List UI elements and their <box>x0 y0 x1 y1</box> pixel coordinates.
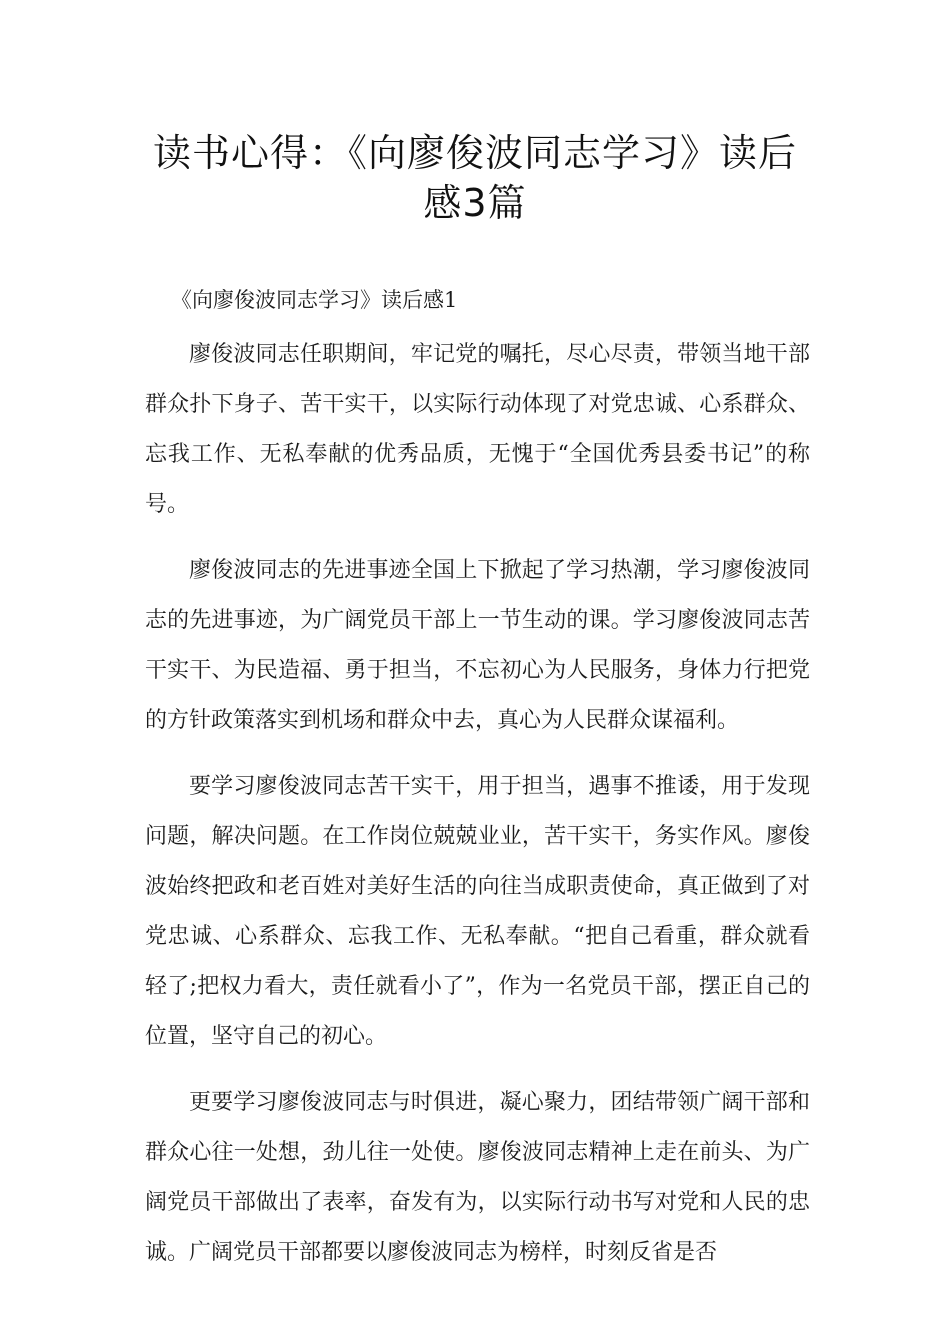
paragraph-1: 廖俊波同志任职期间，牢记党的嘱托，尽心尽责，带领当地干部群众扑下身子、苦干实干，以实际行动体现了对党忠诚、心系群众、忘我工作、无私奉献的优秀品质，无愧于“全国优秀县委书记”的称号。 <box>145 342 810 517</box>
paragraph-2: 廖俊波同志的先进事迹全国上下掀起了学习热潮，学习廖俊波同志的先进事迹，为广阔党员干部上一节生动的课。学习廖俊波同志苦干实干、为民造福、勇于担当，不忘初心为人民服务，身体力行把党的方针政策落实到机场和群众中去，真心为人民群众谋福利。 <box>145 558 810 733</box>
paragraph-4: 更要学习廖俊波同志与时俱进，凝心聚力，团结带领广阔干部和群众心往一处想，劲儿往一处使。廖俊波同志精神上走在前头、为广阔党员干部做出了表率，奋发有为，以实际行动书写对党和人民的忠诚。广阔党员干部都要以廖俊波同志为榜样，时刻反省是否 <box>145 1090 810 1265</box>
title-line-2: 感3篇 <box>423 181 527 225</box>
title-line-1: 读书心得：《向廖俊波同志学习》读后 <box>152 131 797 175</box>
document-title <box>120 128 830 228</box>
paragraph-3: 要学习廖俊波同志苦干实干，用于担当，遇事不推诿，用于发现问题，解决问题。在工作岗位兢兢业业，苦干实干，务实作风。廖俊波始终把政和老百姓对美好生活的向往当成职责使命，真正做到了对党忠诚、心系群众、忘我工作、无私奉献。“把自己看重，群众就看轻了;把权力看大，责任就看小了”，作为一名党员干部，摆正自己的位置，坚守自己的初心。 <box>145 774 810 1049</box>
document-body <box>145 280 810 1294</box>
section-heading: 《向廖俊波同志学习》读后感1 <box>171 288 458 312</box>
